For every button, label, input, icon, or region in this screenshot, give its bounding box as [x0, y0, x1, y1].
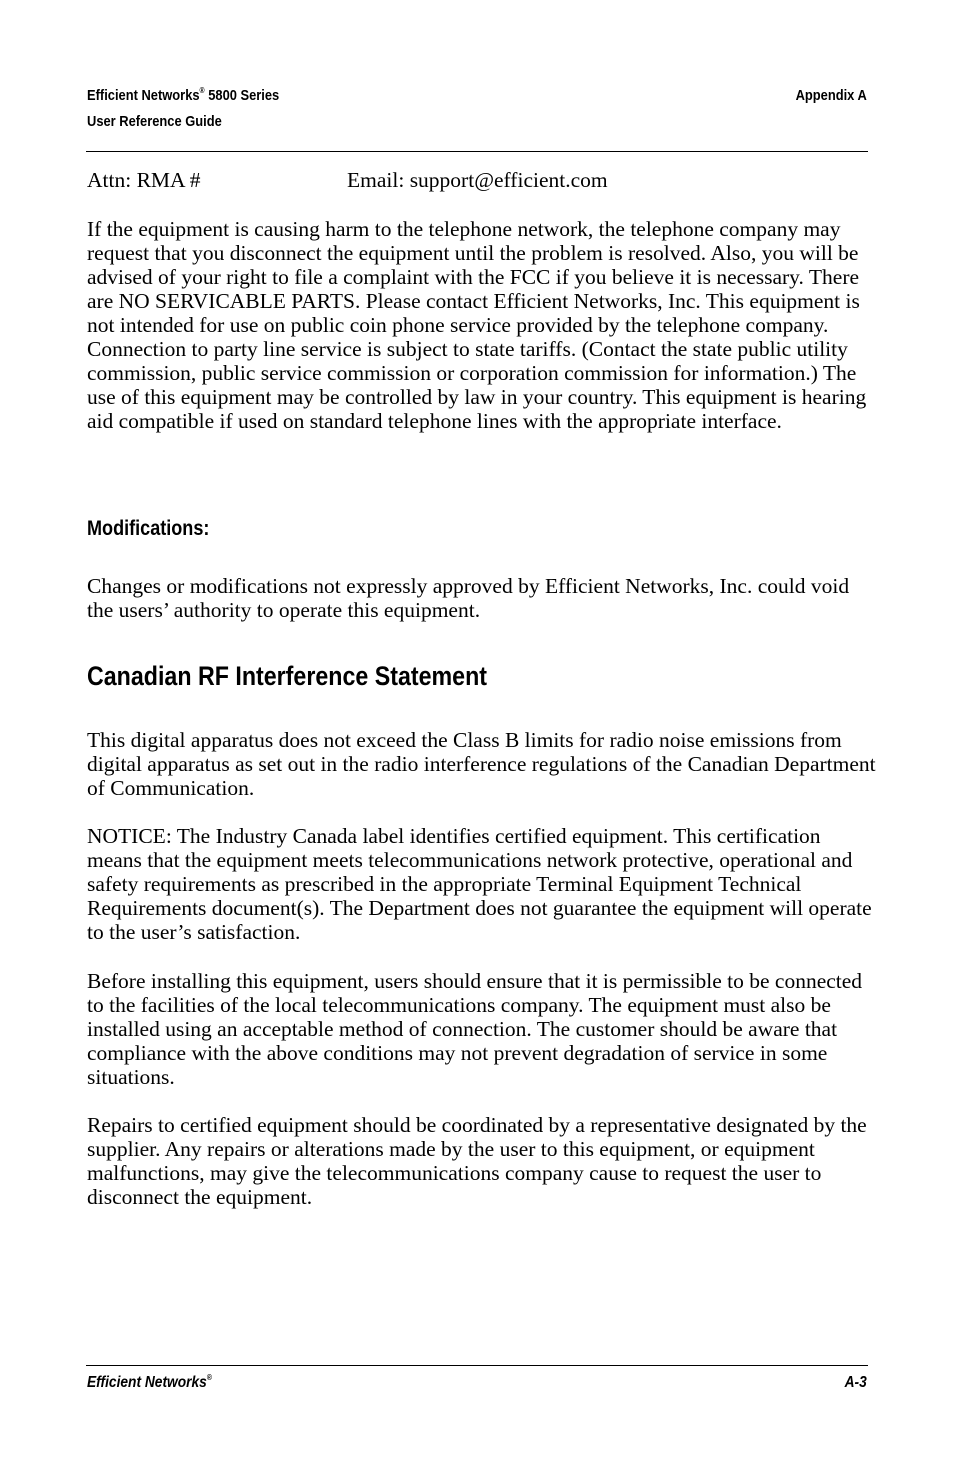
header-brand: Efficient Networks — [87, 87, 200, 104]
header-product-line — [87, 83, 279, 109]
header-registered-mark: ® — [199, 86, 205, 95]
attn-label: Attn: RMA # — [87, 168, 201, 192]
attn-line — [87, 168, 608, 192]
footer-brand-line — [87, 1374, 212, 1392]
fcc-harm-paragraph: If the equipment is causing harm to the telephone network, the telephone company may request that you disconnect the equipment until the problem is resolved. Also, you will be advised of your right to file a complaint with the FCC if you believe it is necessary. There are NO SERVICABLE PARTS. Please contact Efficient Networks, Inc. This equipment is not intended for use on public coin phone service provided by the telephone company. Connection to party line service is subject to state tariffs. (Contact the state public utility commission, public service commission or corporation commission for information.) The use of this equipment may be controlled by law in your country. This equipment is hearing aid compatible if used on standard telephone lines with the appropriate interface. — [87, 217, 867, 433]
repairs-paragraph: Repairs to certified equipment should be coordinated by a representative designated by the supplier. Any repairs or alterations made by the user to this equipment, or equipment malfunctions, may give the telecommunications company cause to request the user to disconnect the equipment. — [87, 1113, 867, 1209]
modifications-heading: Modifications: — [87, 517, 210, 540]
header-rule — [86, 151, 868, 152]
header-section: Appendix A — [795, 87, 867, 104]
class-b-paragraph: This digital apparatus does not exceed the Class B limits for radio noise emissions from digital apparatus as set out in the radio interference regulations of the Canadian Department of Communication. — [87, 728, 876, 800]
installation-paragraph: Before installing this equipment, users should ensure that it is permissible to be connected to the facilities of the local telecommunications company. The equipment must also be installed using an acceptable method of connection. The customer should be aware that compliance with the above conditions may not prevent degradation of service in some situations. — [87, 969, 863, 1089]
modifications-paragraph: Changes or modifications not expressly approved by Efficient Networks, Inc. could void the users’ authority to operate this equipment. — [87, 574, 850, 622]
header-series: 5800 Series — [204, 87, 280, 104]
canadian-rf-heading: Canadian RF Interference Statement — [87, 661, 488, 691]
page-number: A-3 — [844, 1374, 867, 1391]
running-header — [87, 83, 279, 135]
header-guide-title: User Reference Guide — [87, 113, 222, 130]
notice-paragraph: NOTICE: The Industry Canada label identifies certified equipment. This certification means that the equipment meets telecommunications network protective, operational and safety requirements as prescribed in the appropriate Terminal Equipment Technical Requirements document(s). The Department does not guarantee the equipment will operate to the user’s satisfaction. — [87, 824, 872, 944]
support-email: Email: support@efficient.com — [347, 168, 608, 192]
footer-brand: Efficient Networks — [87, 1374, 207, 1391]
footer-rule — [86, 1365, 868, 1366]
footer-registered-mark: ® — [206, 1373, 212, 1382]
